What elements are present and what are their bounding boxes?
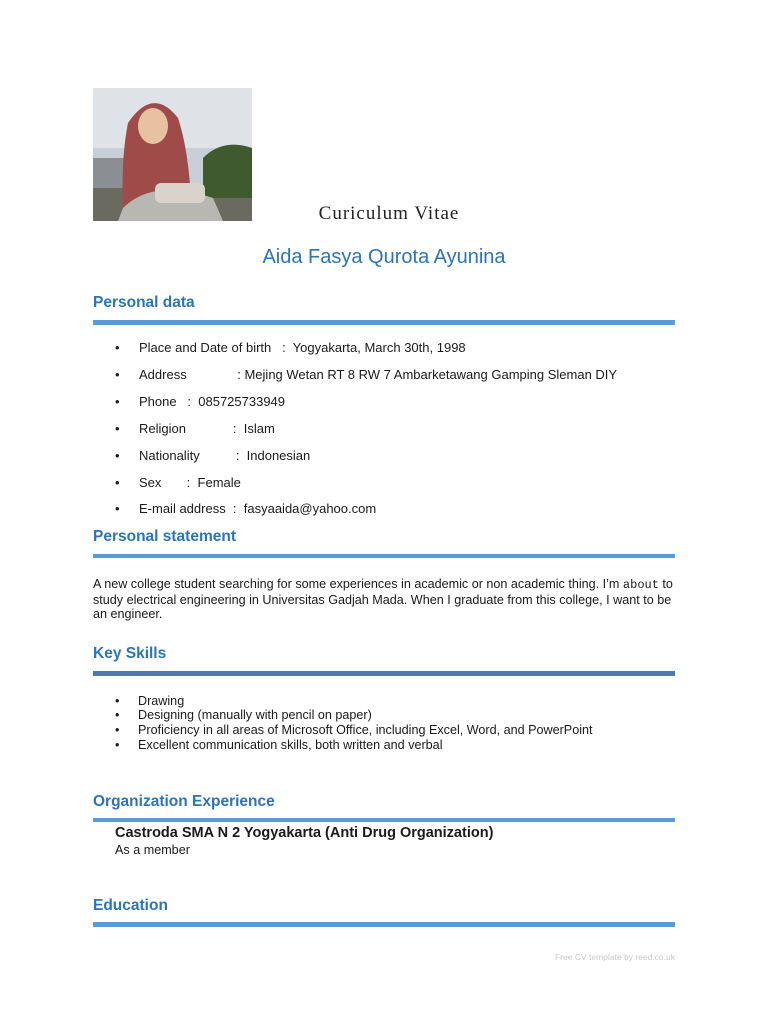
personal-data-item: • Place and Date of birth : Yogyakarta, March 30th, 1998 [115,340,466,355]
personal-statement-text: A new college student searching for some experiences in academic or non academic thing. I’m about to study electrical engineering in Universitas Gadjah Mada. When I graduate from this college, I want to be an engineer. [93,577,673,621]
footer-credit: Free CV template by reed.co.uk [554,952,675,962]
personal-data-item: • Religion : Islam [115,421,275,436]
section-heading-education: Education [93,897,168,914]
skill-item: • Excellent communication skills, both written and verbal [115,738,443,752]
section-divider [93,818,675,822]
section-heading-organization: Organization Experience [93,793,275,810]
section-divider [93,554,675,558]
section-divider [93,671,675,676]
section-divider [93,922,675,927]
skill-item: • Designing (manually with pencil on paper) [115,708,372,722]
skill-item: • Proficiency in all areas of Microsoft Office, including Excel, Word, and PowerPoint [115,723,593,737]
personal-data-item: • Address : Mejing Wetan RT 8 RW 7 Ambarketawang Gamping Sleman DIY [115,367,618,382]
organization-role: As a member [115,843,190,857]
skill-item: • Drawing [115,694,185,708]
section-divider [93,320,675,325]
organization-name: Castroda SMA N 2 Yogyakarta (Anti Drug Organization) [115,825,494,841]
section-heading-personal-statement: Personal statement [93,528,236,545]
personal-data-item: • Nationality : Indonesian [115,448,311,463]
person-name: Aida Fasya Qurota Ayunina [262,246,506,268]
section-heading-personal-data: Personal data [93,294,195,311]
personal-data-item: • Sex : Female [115,475,241,490]
personal-data-item: • E-mail address : fasyaaida@yahoo.com [115,501,377,516]
document-title: Curiculum Vitae [318,203,460,224]
section-heading-key-skills: Key Skills [93,645,167,662]
personal-data-item: • Phone : 085725733949 [115,394,286,409]
profile-photo [93,88,252,221]
